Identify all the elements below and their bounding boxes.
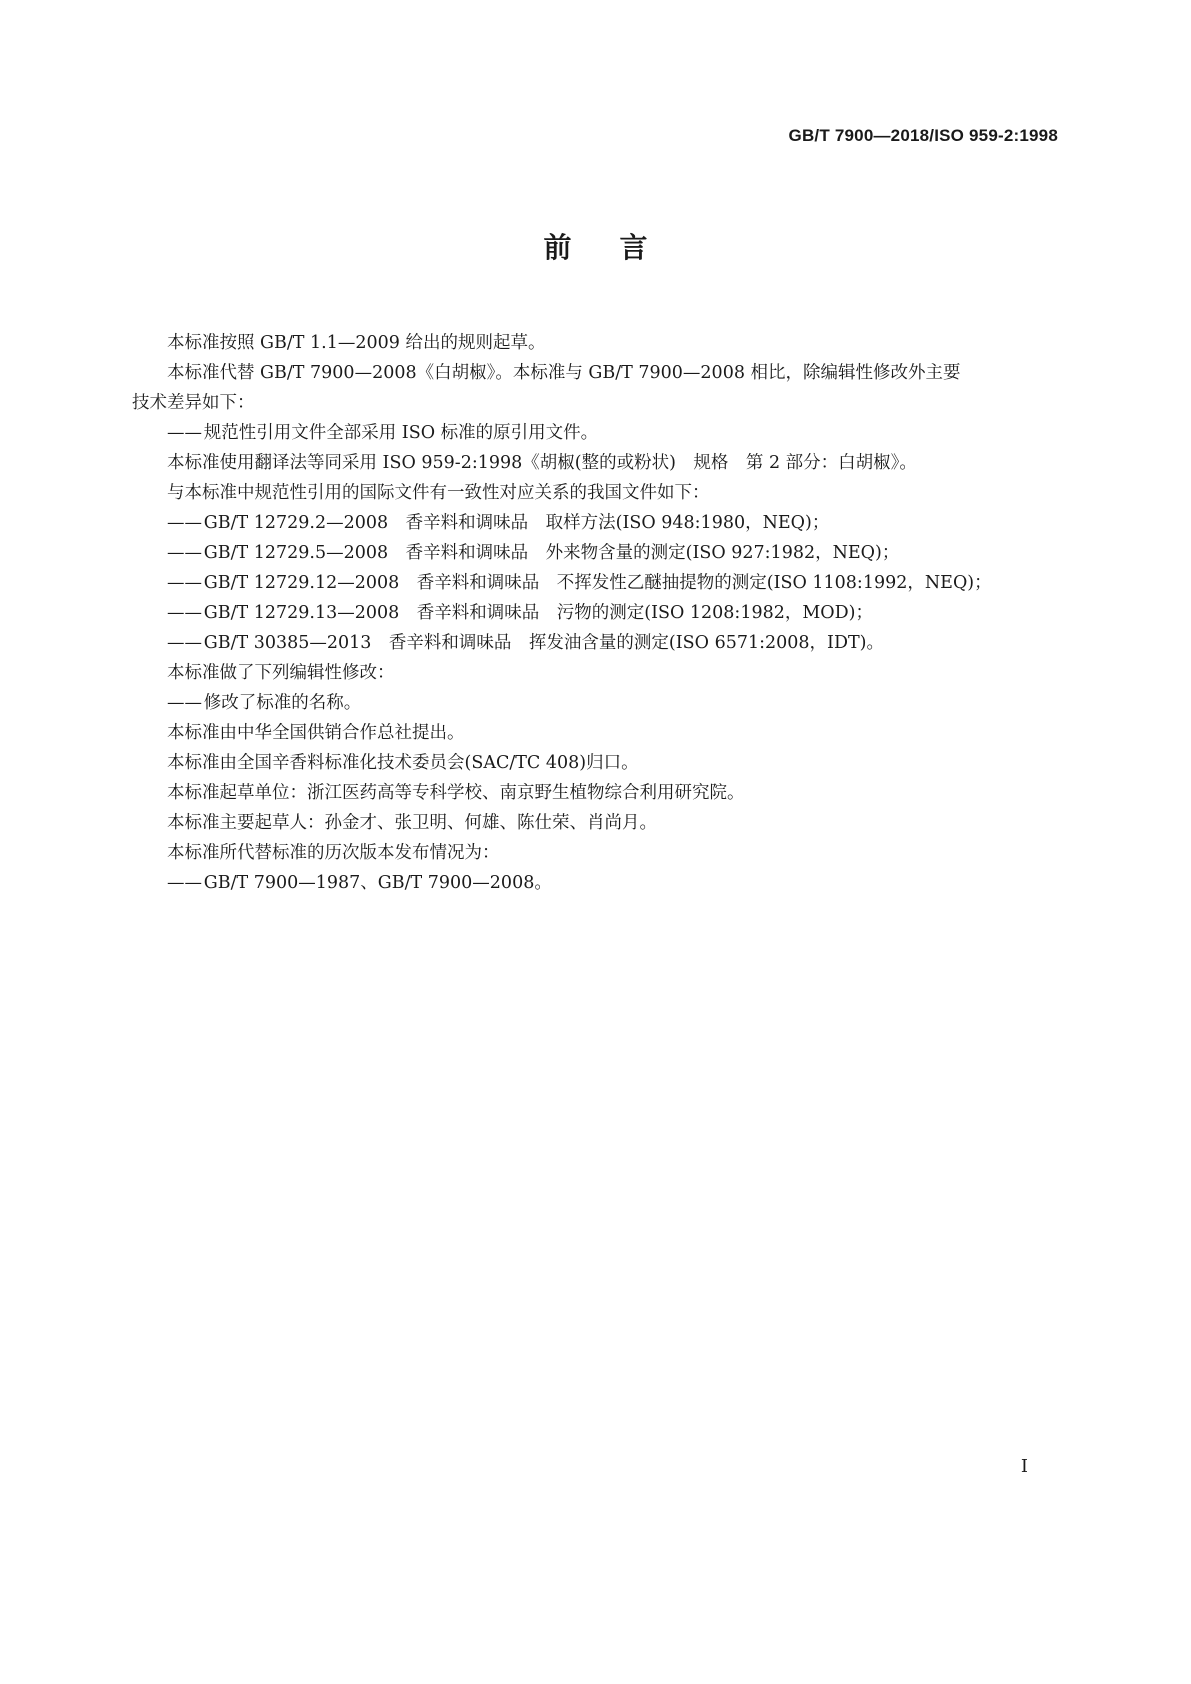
page-number: I	[1020, 1456, 1028, 1477]
list-item-standard	[132, 628, 1060, 658]
dash-mark: ——	[167, 633, 202, 653]
list-item-text: GB/T 12729.12—2008 香辛料和调味品 不挥发性乙醚抽提物的测定(ISO 1108:1992，NEQ)；	[203, 573, 992, 593]
paragraph-editorial: 本标准做了下列编辑性修改：	[167, 663, 395, 683]
list-item-editorial	[132, 688, 1060, 718]
dash-mark: ——	[167, 573, 202, 593]
dash-mark: ——	[167, 423, 202, 443]
list-item-text: GB/T 30385—2013 香辛料和调味品 挥发油含量的测定(ISO 6571:2008，IDT)。	[203, 633, 884, 653]
list-item-standard	[132, 568, 1060, 598]
dash-mark: ——	[167, 543, 202, 563]
paragraph-drafters: 本标准主要起草人：孙金才、张卫明、何雄、陈仕荣、肖尚月。	[167, 813, 657, 833]
list-item-standard	[132, 538, 1060, 568]
list-item-text: GB/T 7900—1987、GB/T 7900—2008。	[203, 873, 552, 893]
paragraph-drafting-rules: 本标准按照 GB/T 1.1—2009 给出的规则起草。	[167, 333, 546, 353]
paragraph-history: 本标准所代替标准的历次版本发布情况为：	[167, 843, 500, 863]
list-item-text: 修改了标准的名称。	[203, 693, 362, 713]
paragraph-adoption: 本标准使用翻译法等同采用 ISO 959-2:1998《胡椒(整的或粉状) 规格 第 2 部分：白胡椒》。	[167, 453, 917, 473]
paragraph-drafting-units: 本标准起草单位：浙江医药高等专科学校、南京野生植物综合利用研究院。	[167, 783, 745, 803]
dash-mark: ——	[167, 693, 202, 713]
paragraph-committee: 本标准由全国辛香料标准化技术委员会(SAC/TC 408)归口。	[167, 753, 639, 773]
list-item-text: GB/T 12729.2—2008 香辛料和调味品 取样方法(ISO 948:1980，NEQ)；	[203, 513, 830, 533]
list-item-standard	[132, 508, 1060, 538]
paragraph-replaces-line2: 技术差异如下：	[132, 393, 255, 413]
foreword-body	[132, 328, 1060, 898]
dash-mark: ——	[167, 873, 202, 893]
page-title: 前言	[543, 231, 696, 264]
dash-mark: ——	[167, 603, 202, 623]
paragraph-replaces-line1: 本标准代替 GB/T 7900—2008《白胡椒》。本标准与 GB/T 7900—2008 相比，除编辑性修改外主要	[167, 363, 961, 383]
list-item-text: GB/T 12729.5—2008 香辛料和调味品 外来物含量的测定(ISO 927:1982，NEQ)；	[203, 543, 900, 563]
dash-mark: ——	[167, 513, 202, 533]
standard-code: GB/T 7900—2018/ISO 959-2:1998	[788, 126, 1058, 145]
paragraph-correspondence: 与本标准中规范性引用的国际文件有一致性对应关系的我国文件如下：	[167, 483, 710, 503]
list-item-standard	[132, 598, 1060, 628]
list-item-text: GB/T 12729.13—2008 香辛料和调味品 污物的测定(ISO 1208:1982，MOD)；	[203, 603, 873, 623]
list-item-history	[132, 868, 1060, 898]
list-item-text: 规范性引用文件全部采用 ISO 标准的原引用文件。	[203, 423, 599, 443]
paragraph-replaces	[132, 358, 1060, 418]
paragraph-proposer: 本标准由中华全国供销合作总社提出。	[167, 723, 465, 743]
list-item-change	[132, 418, 1060, 448]
